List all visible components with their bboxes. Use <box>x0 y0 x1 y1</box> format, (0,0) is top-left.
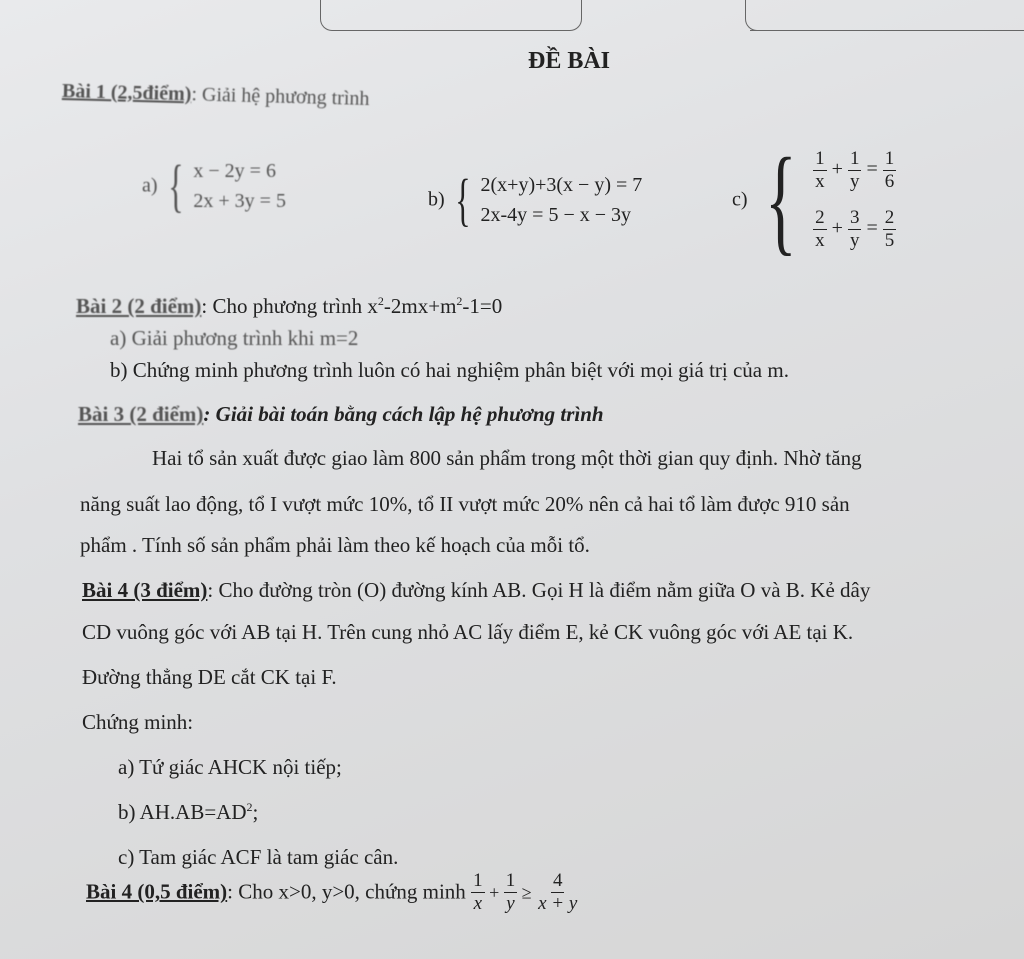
b1-a-eq2: 2x + 3y = 5 <box>193 190 286 212</box>
b4-line-3: Đường thẳng DE cắt CK tại F. <box>82 665 337 689</box>
b1-b-eq2: 2x-4y = 5 − x − 3y <box>480 204 632 226</box>
b1-b-eq1: 2(x+y)+3(x − y) = 7 <box>480 174 643 196</box>
b1-c-equations <box>813 148 896 252</box>
b4-heading <box>82 578 870 603</box>
b5-heading <box>86 870 579 915</box>
b1-c-label: c) <box>732 188 748 211</box>
b1-b-label: b) <box>428 188 445 211</box>
b1-system-c <box>732 133 896 266</box>
b4-prove: Chứng minh: <box>82 710 194 734</box>
header-frame-right <box>745 0 1024 31</box>
b3-label: Bài 3 (2 điểm) <box>78 402 204 426</box>
b1-c-eq2: $\frac{2}{x}$ + $\frac{3}{y}$ = $\frac{2}{5}$ <box>815 207 895 251</box>
brace-icon: { <box>167 153 184 218</box>
b4-part-b: b) $AH.AB=AD^2$; <box>118 800 259 824</box>
brace-icon: { <box>454 167 471 232</box>
header-rule <box>750 30 1024 31</box>
b5-inequality: $\frac{1}{x}$ + $\frac{1}{y}$ ≥ $\frac{4}{x + y}$ <box>473 870 578 914</box>
b3-text: : Giải bài toán bằng cách lập hệ phương trình <box>203 402 604 426</box>
b1-system-a <box>142 153 286 218</box>
b4-line-2: CD vuông góc với AB tại H. Trên cung nhỏ AC lấy điểm E, kẻ CK vuông góc với AE tại K. <box>82 620 854 644</box>
b1-a-eq1: x − 2y = 6 <box>193 160 276 182</box>
b3-para-line-3: phẩm . Tính số sản phẩm phải làm theo kế hoạch của mỗi tổ. <box>80 533 590 557</box>
b2-text: : Cho phương trình <box>201 294 368 318</box>
b5-text: : Cho x>0, y>0, chứng minh <box>227 879 472 904</box>
b2-part-a: a) Giải phương trình khi m=2 <box>110 326 359 350</box>
b3-para-line-2: năng suất lao động, tổ I vượt mức 10%, tổ II vượt mức 20% nên cả hai tổ làm được 910 sản <box>80 492 850 516</box>
b3-heading <box>78 402 604 427</box>
b1-text: : Giải hệ phương trình <box>191 83 370 111</box>
b2-equation: $x^2-2mx+m^2-1=0$ <box>367 294 503 318</box>
b1-b-equations <box>481 170 643 230</box>
b3-para-line-1: Hai tổ sản xuất được giao làm 800 sản phẩm trong một thời gian quy định. Nhờ tăng <box>152 446 862 470</box>
b1-label: Bài 1 (2,5điểm) <box>61 80 192 106</box>
b4-part-c: c) Tam giác ACF là tam giác cân. <box>118 845 399 869</box>
b1-heading <box>62 80 370 111</box>
page-title: ĐỀ BÀI <box>528 48 611 74</box>
b2-label: Bài 2 (2 điểm) <box>76 294 202 318</box>
b4-part-a: a) Tứ giác AHCK nội tiếp; <box>118 755 342 779</box>
b5-label: Bài 4 (0,5 điểm) <box>86 879 228 904</box>
b1-a-equations <box>193 156 286 216</box>
header-frame-left <box>320 0 582 31</box>
brace-icon: { <box>764 133 797 266</box>
b4-label: Bài 4 (3 điểm) <box>82 578 208 602</box>
b2-heading <box>76 294 502 319</box>
b1-a-label: a) <box>142 174 158 197</box>
b1-system-b <box>428 167 643 232</box>
b4-line-1: : Cho đường tròn (O) đường kính AB. Gọi H là điểm nằm giữa O và B. Kẻ dây <box>207 578 871 602</box>
b1-c-eq1: $\frac{1}{x}$ + $\frac{1}{y}$ = $\frac{1}{6}$ <box>815 148 895 192</box>
b2-part-b: b) Chứng minh phương trình luôn có hai nghiệm phân biệt với mọi giá trị của m. <box>110 358 789 382</box>
